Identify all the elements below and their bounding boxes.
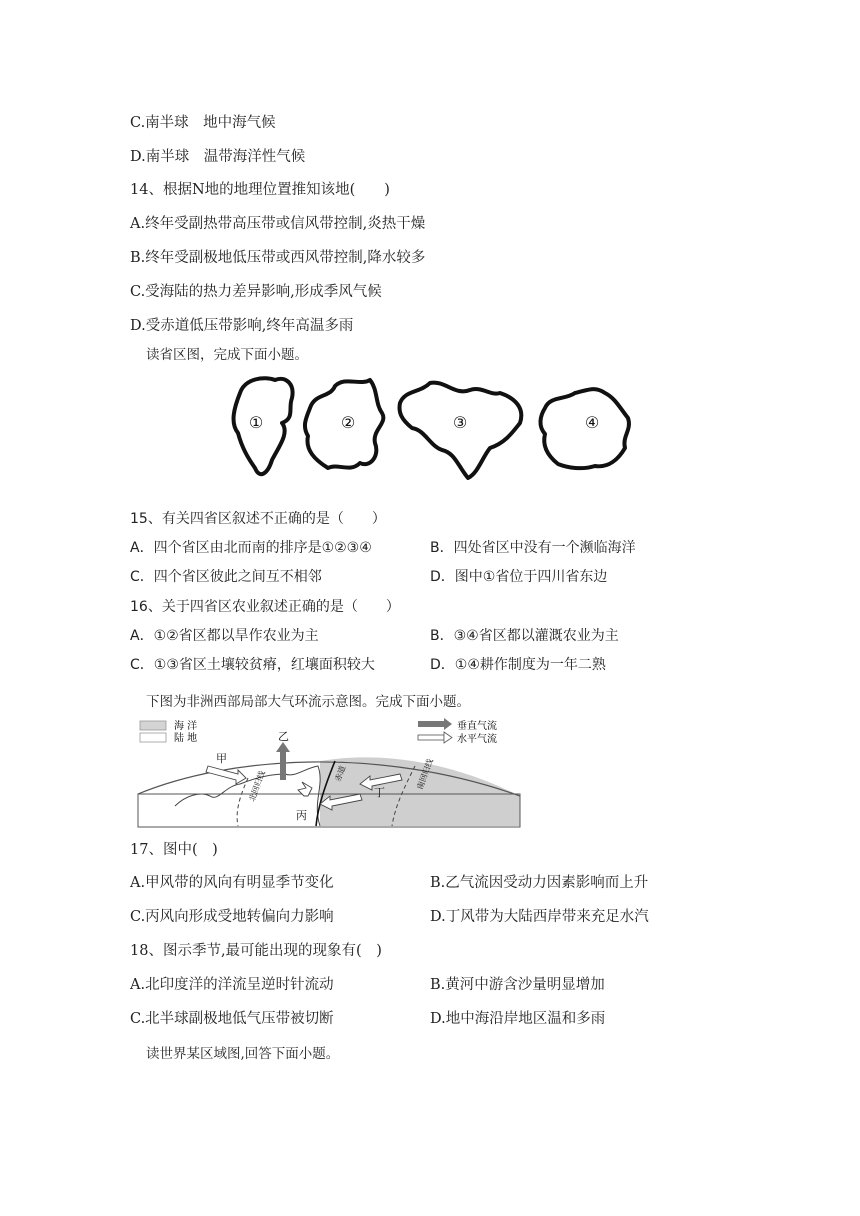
q14-option-b: B.终年受副极地低压带或西风带控制,降水较多 (130, 250, 426, 266)
label-south-tropic: 南回归线 (415, 757, 435, 791)
circulation-intro: 下图为非洲西部局部大气环流示意图。完成下面小题。 (146, 694, 470, 710)
q14-option-c: C.受海陆的热力差异影响,形成季风气候 (130, 284, 382, 300)
q17-option-d: D.丁风带为大陆西岸带来充足水汽 (430, 909, 649, 925)
q18-option-c: C.北半球副极地低气压带被切断 (130, 1011, 334, 1027)
legend-horizontal-arrow-icon (418, 732, 452, 743)
q15-option-d: D．图中①省位于四川省东边 (430, 569, 608, 585)
legend-vertical-label: 垂直气流 (457, 721, 497, 732)
province-outline-figure (220, 368, 640, 488)
circulation-diagram (130, 716, 530, 831)
legend-ocean-label: 海 洋 (174, 721, 198, 732)
label-yi: 乙 (278, 730, 289, 743)
q14-option-a: A.终年受副热带高压带或信风带控制,炎热干燥 (130, 216, 426, 232)
q18-stem: 18、图示季节,最可能出现的现象有( ) (130, 943, 382, 959)
q16-option-d: D．①④耕作制度为一年二熟 (430, 657, 606, 673)
q17-option-b: B.乙气流因受动力因素影响而上升 (430, 875, 649, 891)
legend-horizontal-label: 水平气流 (457, 734, 497, 745)
province-2-label: ② (340, 413, 356, 432)
region-intro: 读世界某区域图,回答下面小题。 (146, 1046, 340, 1062)
label-ding: 丁 (374, 786, 385, 799)
q14-stem: 14、根据N地的地理位置推知该地( ) (130, 182, 390, 198)
q16-stem: 16、关于四省区农业叙述正确的是（ ） (130, 599, 400, 615)
label-equator: 赤道 (333, 764, 348, 783)
q18-option-a: A.北印度洋的洋流呈逆时针流动 (130, 977, 334, 993)
q18-option-d: D.地中海沿岸地区温和多雨 (430, 1011, 606, 1027)
q15-stem: 15、有关四省区叙述不正确的是（ ） (130, 511, 386, 527)
q15-option-c: C．四个省区彼此之间互不相邻 (130, 569, 322, 585)
legend-vertical-arrow-icon (418, 718, 452, 730)
label-jia: 甲 (216, 752, 227, 765)
label-bing: 丙 (296, 809, 307, 822)
q18-option-b: B.黄河中游含沙量明显增加 (430, 977, 605, 993)
ocean-region (320, 757, 520, 826)
q16-option-a: A．①②省区都以旱作农业为主 (130, 628, 319, 644)
q16-option-b: B．③④省区都以灌溉农业为主 (430, 628, 619, 644)
legend-land-label: 陆 地 (174, 733, 198, 744)
province-3-label: ③ (452, 413, 468, 432)
q17-stem: 17、图中( ) (130, 842, 218, 858)
q15-option-a: A．四个省区由北而南的排序是①②③④ (130, 540, 372, 556)
legend-ocean-swatch (140, 721, 166, 730)
q15-option-b: B．四处省区中没有一个濒临海洋 (430, 540, 636, 556)
q17-option-c: C.丙风向形成受地转偏向力影响 (130, 909, 334, 925)
q13-option-d: D.南半球 温带海洋性气候 (130, 149, 306, 165)
tropic-north-line (237, 778, 248, 826)
province-1-label: ① (248, 413, 264, 432)
q16-option-c: C．①③省区土壤较贫瘠，红壤面积较大 (130, 657, 375, 673)
q17-option-a: A.甲风带的风向有明显季节变化 (130, 875, 334, 891)
jia-arrow (206, 766, 246, 784)
label-north-tropic: 北回归线 (247, 769, 267, 803)
q13-option-c: C.南半球 地中海气候 (130, 115, 276, 131)
legend-land-swatch (140, 733, 166, 742)
provinces-intro: 读省区图，完成下面小题。 (146, 347, 308, 363)
province-4-label: ④ (584, 413, 600, 432)
q14-option-d: D.受赤道低压带影响,终年高温多雨 (130, 318, 354, 334)
